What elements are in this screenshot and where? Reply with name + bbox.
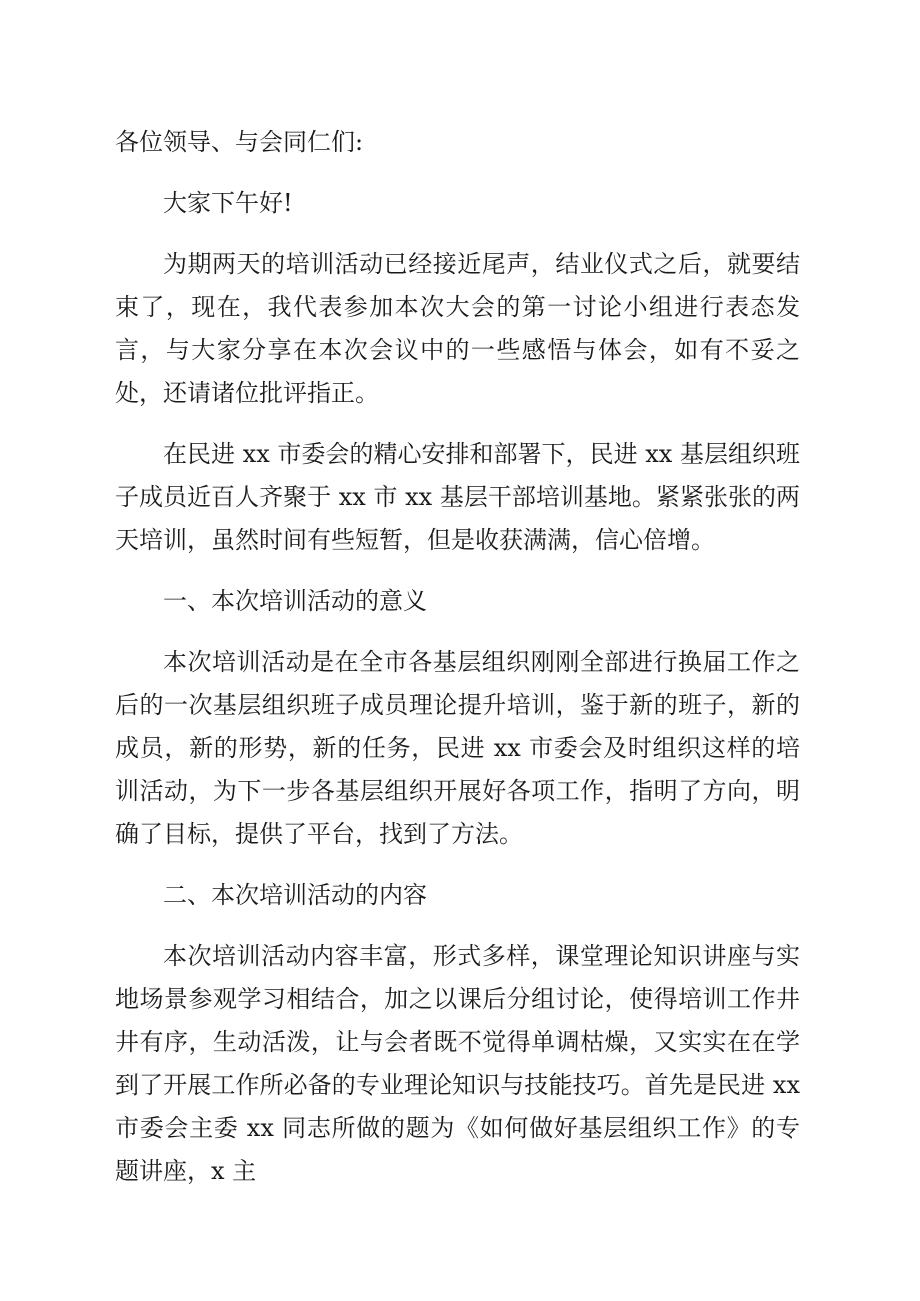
paragraph-significance: 本次培训活动是在全市各基层组织刚刚全部进行换届工作之后的一次基层组织班子成员理论提升培训，鉴于新的班子，新的成员，新的形势，新的任务，民进 xx 市委会及时组织这样的培训活动，为下一步各基层组织开展好各项工作，指明了方向，明确了目标，提供了平台，找到了方法。 — [115, 648, 800, 848]
salutation: 各位领导、与会同仁们: — [115, 128, 364, 156]
paragraph-content: 本次培训活动内容丰富，形式多样，课堂理论知识讲座与实地场景参观学习相结合，加之以课后分组讨论，使得培训工作井井有序，生动活泼，让与会者既不觉得单调枯燥，又实实在在学到了开展工作所必备的专业理论知识与技能技巧。首先是民进 xx 市委会主委 xx 同志所做的题为《如何做好基层组织工作》的专题讲座，x 主 — [115, 942, 800, 1185]
greeting: 大家下午好! — [163, 189, 293, 217]
section-heading-content: 二、本次培训活动的内容 — [163, 881, 427, 909]
paragraph-intro: 为期两天的培训活动已经接近尾声，结业仪式之后，就要结束了，现在，我代表参加本次大会的第一讨论小组进行表态发言，与大家分享在本次会议中的一些感悟与体会，如有不妥之处，还请诸位批评指正。 — [115, 250, 800, 407]
paragraph-background: 在民进 xx 市委会的精心安排和部署下，民进 xx 基层组织班子成员近百人齐聚于 xx 市 xx 基层干部培训基地。紧紧张张的两天培训，虽然时间有些短暂，但是收获满满，信心倍增。 — [115, 440, 800, 554]
section-heading-significance: 一、本次培训活动的意义 — [163, 587, 427, 615]
document-body — [115, 121, 800, 1211]
